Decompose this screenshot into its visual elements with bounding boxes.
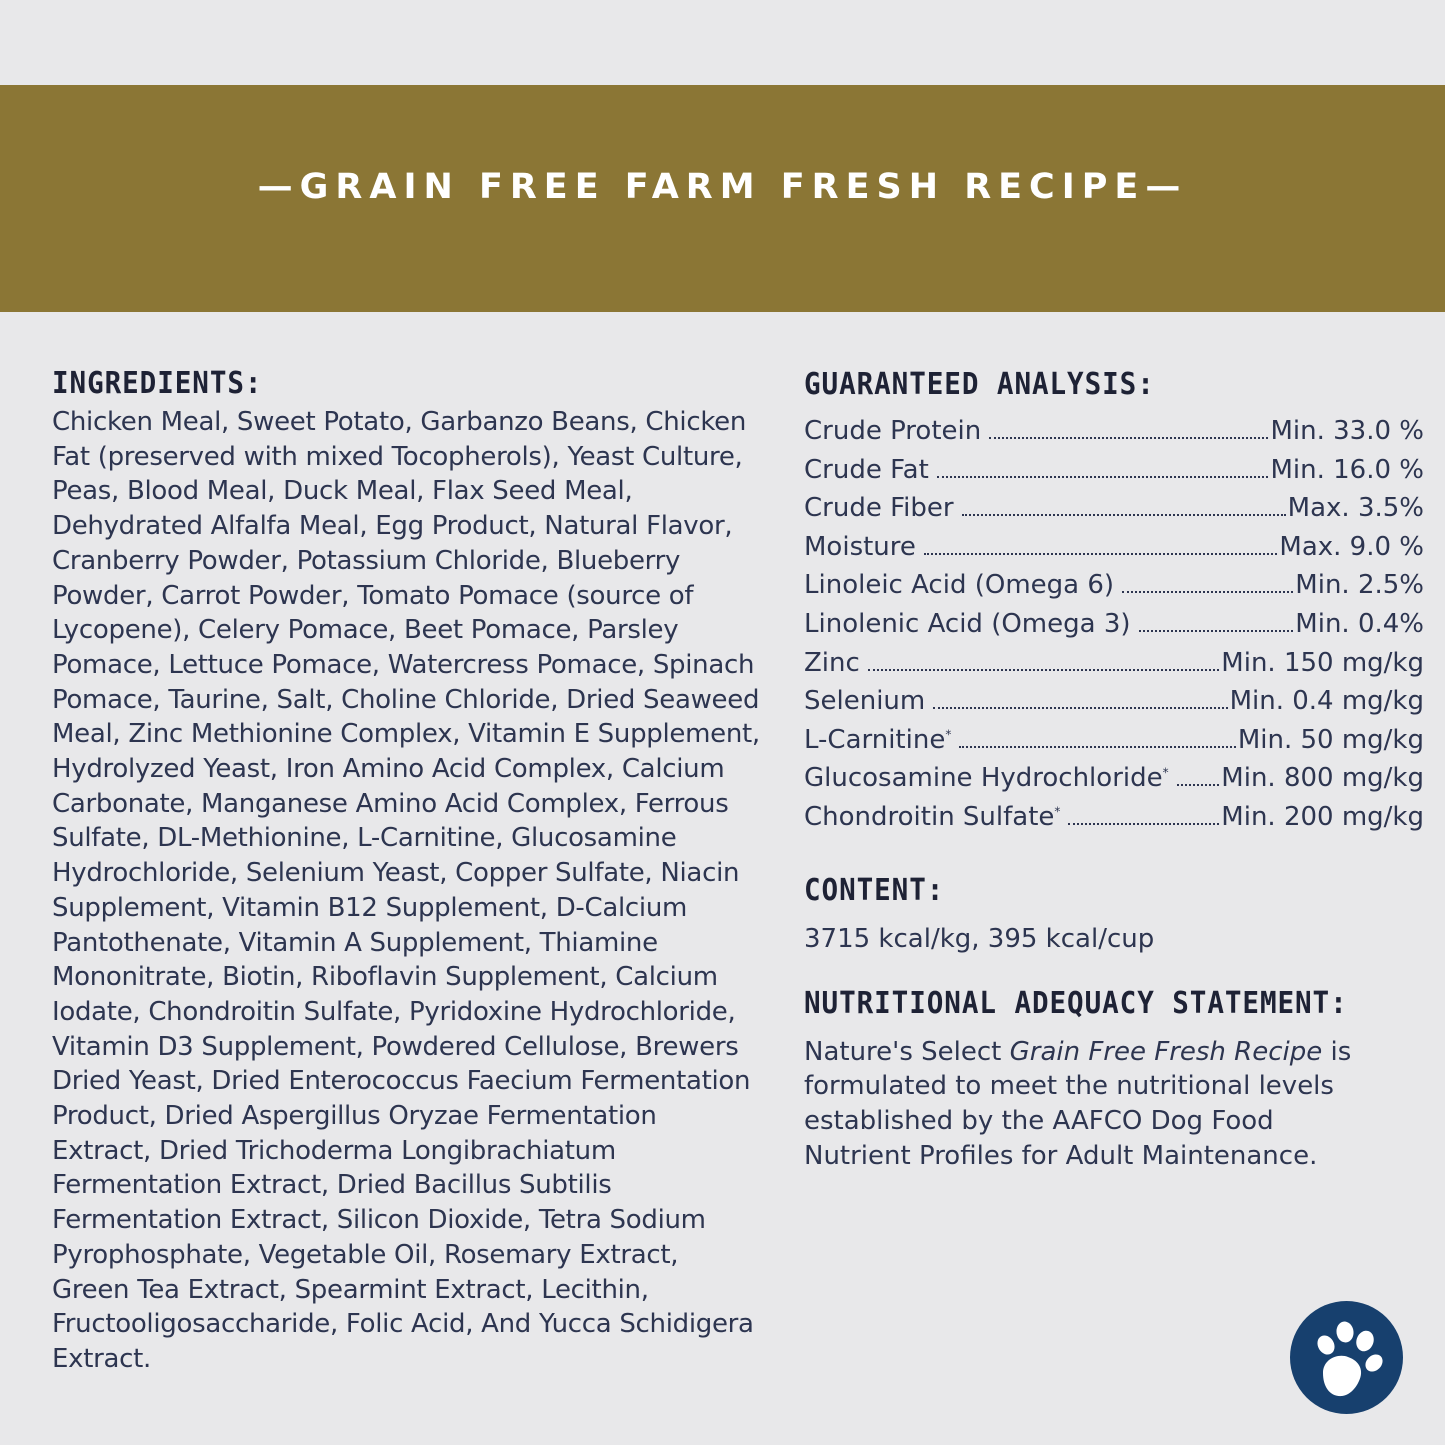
- dot-leader: [1139, 630, 1294, 632]
- nutritional-adequacy-statement: [804, 1035, 1364, 1174]
- paw-icon: [1290, 1301, 1403, 1414]
- ingredients-heading: INGREDIENTS:: [52, 366, 263, 401]
- ingredients-section: [52, 366, 762, 1377]
- nutrient-value: Min. 2.5%: [1295, 570, 1424, 601]
- dot-leader: [989, 437, 1268, 439]
- nutrient-value: Max. 3.5%: [1287, 493, 1424, 524]
- nutrient-value: Min. 50 mg/kg: [1237, 724, 1424, 755]
- nutrient-name: Moisture: [804, 531, 916, 562]
- dot-leader: [924, 553, 1277, 555]
- ingredients-list: Chicken Meal, Sweet Potato, Garbanzo Beans, Chicken Fat (preserved with mixed Tocopherols), Yeast Culture, Peas, Blood Meal, Duck Meal, Flax Seed Meal, Dehydrated Alfalfa Meal, Egg Product, Natural Flavor, Cranberry Powder, Potassium Chloride, Blueberry Powder, Carrot Powder, Tomato Pomace (source of Lycopene), Celery Pomace, Beet Pomace, Parsley Pomace, Lettuce Pomace, Watercress Pomace, Spinach Pomace, Taurine, Salt, Choline Chloride, Dried Seaweed Meal, Zinc Methionine Complex, Vitamin E Supplement, Hydrolyzed Yeast, Iron Amino Acid Complex, Calcium Carbonate, Manganese Amino Acid Complex, Ferrous Sulfate, DL-Methionine, L-Carnitine, Glucosamine Hydrochloride, Selenium Yeast, Copper Sulfate, Niacin Supplement, Vitamin B12 Supplement, D-Calcium Pantothenate, Vitamin A Supplement, Thiamine Mononitrate, Biotin, Riboflavin Supplement, Calcium Iodate, Chondroitin Sulfate, Pyridoxine Hydrochloride, Vitamin D3 Supplement, Powdered Cellulose, Brewers Dried Yeast, Dried Enterococcus Faecium Fermentation Product, Dried Aspergillus Oryzae Fermentation Extract, Dried Trichoderma Longibrachiatum Fermentation Extract, Dried Bacillus Subtilis Fermentation Extract, Silicon Dioxide, Tetra Sodium Pyrophosphate, Vegetable Oil, Rosemary Extract, Green Tea Extract, Spearmint Extract, Lecithin, Fructooligosaccharide, Folic Acid, And Yucca Schidigera Extract.: [52, 407, 760, 1374]
- nutrient-value: Min. 200 mg/kg: [1221, 801, 1424, 832]
- dot-leader: [1068, 823, 1219, 825]
- analysis-row: [804, 416, 1424, 455]
- analysis-row: [804, 455, 1424, 494]
- product-name: Grain Free Fresh Recipe: [1009, 1036, 1323, 1067]
- analysis-heading: GUARANTEED ANALYSIS:: [804, 367, 1155, 402]
- nutrient-name: Linoleic Acid (Omega 6): [804, 570, 1115, 601]
- analysis-row: [804, 532, 1424, 571]
- dot-leader: [933, 707, 1227, 709]
- nutrient-value: Min. 16.0 %: [1270, 454, 1424, 485]
- analysis-row: [804, 648, 1424, 687]
- nutrient-value: Min. 0.4%: [1295, 608, 1424, 639]
- brand-name: Nature's Select: [804, 1036, 1002, 1067]
- nutrient-name: Glucosamine Hydrochloride*: [804, 763, 1169, 794]
- nutrient-value: Min. 0.4 mg/kg: [1229, 686, 1424, 717]
- analysis-row: [804, 609, 1424, 648]
- analysis-row: [804, 493, 1424, 532]
- analysis-row: [804, 802, 1424, 841]
- dot-leader: [868, 669, 1219, 671]
- recipe-title: —GRAIN FREE FARM FRESH RECIPE—: [257, 166, 1188, 207]
- nutritional-adequacy-section: [804, 986, 1424, 1174]
- nutrient-name: Linolenic Acid (Omega 3): [804, 608, 1131, 639]
- nutritional-adequacy-heading: NUTRITIONAL ADEQUACY STATEMENT:: [804, 985, 1348, 1021]
- nutrient-name: Crude Fat: [804, 454, 929, 485]
- nutrient-value: Min. 150 mg/kg: [1221, 647, 1424, 678]
- analysis-row: [804, 725, 1424, 764]
- dot-leader: [959, 746, 1236, 748]
- dot-leader: [962, 514, 1286, 516]
- statement-body: is formulated to meet the nutritional levels established by the AAFCO Dog Food Nutrient Profiles for Adult Maintenance.: [804, 1036, 1352, 1171]
- nutrient-name: Chondroitin Sulfate*: [804, 801, 1061, 832]
- content-heading: CONTENT:: [804, 872, 945, 908]
- nutrient-name: Selenium: [804, 686, 926, 717]
- analysis-row: [804, 763, 1424, 802]
- content-section: [804, 873, 1424, 954]
- calorie-content: 3715 kcal/kg, 395 kcal/cup: [804, 923, 1155, 954]
- dot-leader: [1177, 784, 1220, 786]
- nutrient-value: Min. 800 mg/kg: [1221, 763, 1424, 794]
- nutrient-name: L-Carnitine*: [804, 724, 952, 755]
- nutrient-value: Max. 9.0 %: [1279, 531, 1424, 562]
- nutrient-name: Zinc: [804, 647, 860, 678]
- nutrient-value: Min. 33.0 %: [1270, 416, 1424, 446]
- title-banner: [0, 85, 1445, 312]
- analysis-column: [804, 367, 1424, 1173]
- analysis-table: [804, 416, 1424, 841]
- nutrient-name: Crude Fiber: [804, 493, 954, 524]
- dot-leader: [1122, 591, 1293, 593]
- analysis-row: [804, 570, 1424, 609]
- dot-leader: [937, 476, 1269, 478]
- nutrient-name: Crude Protein: [804, 416, 982, 446]
- analysis-row: [804, 686, 1424, 725]
